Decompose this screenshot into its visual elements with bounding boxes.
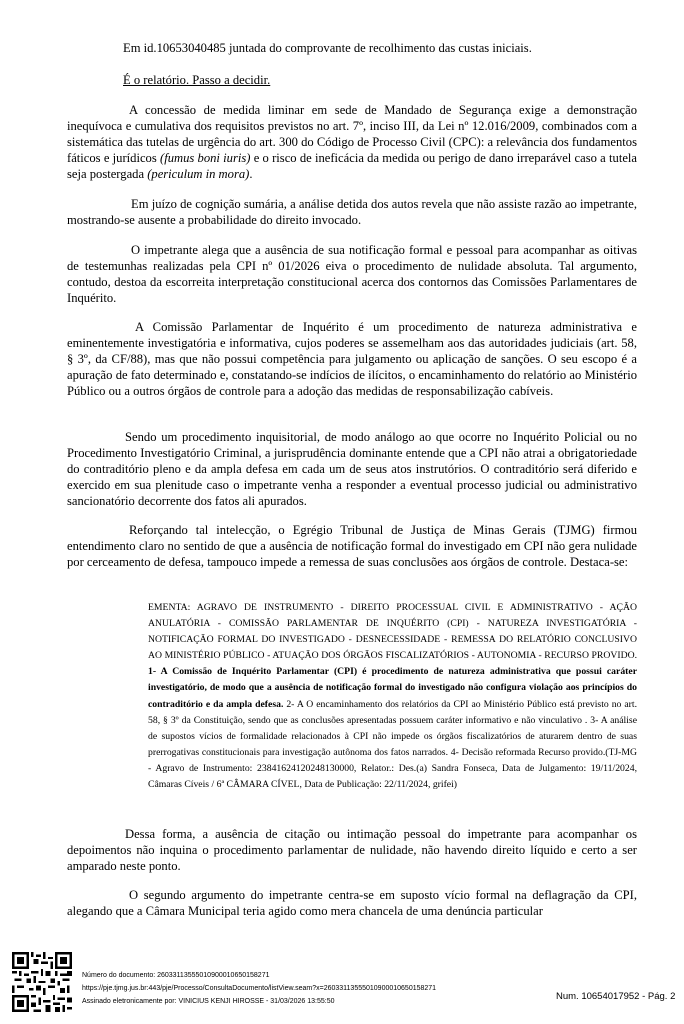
- paragraph-cognicao: Em juízo de cognição sumária, a análise detida dos autos revela que não assiste razão ao impetrante, mostrando-se ausente a probabilidade do direito invocado.: [67, 197, 637, 227]
- footer-document-url[interactable]: https://pje.tjmg.jus.br:443/pje/Processo/ConsultaDocumento/listView.seam?x=26033113555010900010650158271: [82, 985, 437, 992]
- paragraph-relatorio: É o relatório. Passo a decidir.: [123, 73, 271, 87]
- footer-document-number: Número do documento: 26033113555010900010650158271: [82, 972, 270, 979]
- page-number: Num. 10654017952 - Pág. 2: [556, 991, 676, 1002]
- paragraph-custas: Em id.10653040485 juntada do comprovante de recolhimento das custas iniciais.: [123, 41, 532, 55]
- paragraph-segundo-argumento: O segundo argumento do impetrante centra-se em suposto vício formal na deflagração da CPI, alegando que a Câmara Municipal teria agido como mera chancela de uma denúncia particular: [67, 888, 637, 918]
- paragraph-conclusao: Dessa forma, a ausência de citação ou intimação pessoal do impetrante para acompanhar os depoimentos não inquina o procedimento parlamentar de nulidade, não havendo direito líquido e certo a ser amparado neste ponto.: [67, 827, 637, 873]
- ementa-quote: EMENTA: AGRAVO DE INSTRUMENTO - DIREITO PROCESSUAL CIVIL E ADMINISTRATIVO - AÇÃO ANULATÓRIA - COMISSÃO PARLAMENTAR DE INQUÉRITO (CPI) - NATUREZA INVESTIGATÓRIA - NOTIFICAÇÃO FORMAL DO INVESTIGADO - DESNECESSIDADE - REMESSA DO RELATÓRIO CONCLUSIVO AO MINISTÉRIO PÚBLICO - ATUAÇÃO DOS ÓRGÃOS FISCALIZATÓRIOS - AUTONOMIA - RECURSO PROVIDO. 1- A Comissão de Inquérito Parlamentar (CPI) é procedimento de natureza administrativa que possui caráter investigatório, de modo que a ausência de notificação formal do investigado não configura violação aos princípios do contraditório e da ampla defesa. 2- A O encaminhamento dos relatórios da CPI ao Ministério Público está previsto no art. 58, § 3º da Constituição, sendo que as conclusões apresentadas possuem caráter informativo e não vinculativo . 3- A análise de supostos vícios de formalidade relacionados à CPI não impede os órgãos fiscalizatórios de aturarem dentro de suas prerrogativas constitucionais para investigação autônoma dos fatos narrados. 4- Decisão reformada Recurso provido.(TJ-MG - Agravo de Instrumento: 23841624120248130000, Relator.: Des.(a) Sandra Fonseca, Data de Julgamento: 19/11/2024, Câmaras Cíveis / 6ª CÂMARA CÍVEL, Data de Publicação: 22/11/2024, grifei): [148, 602, 637, 791]
- qr-code-icon: [12, 952, 72, 1012]
- paragraph-liminar: A concessão de medida liminar em sede de Mandado de Segurança exige a demonstração inequívoca e cumulativa dos requisitos previstos no art. 7º, inciso III, da Lei nº 12.016/2009, combinados com a sistemática das tutelas de urgência do art. 300 do Código de Processo Civil (CPC): a relevância dos fundamentos fáticos e jurídicos (fumus boni iuris) e o risco de ineficácia da medida ou perigo de dano irreparável caso a tutela seja postergada (periculum in mora).: [67, 103, 637, 181]
- paragraph-cpi-natureza: A Comissão Parlamentar de Inquérito é um procedimento de natureza administrativa e eminentemente investigatória e informativa, cujos poderes se assemelham aos das autoridades judiciais (art. 58, § 3º, da CF/88), mas que não possui competência para julgamento ou aplicação de sanções. O seu escopo é a apuração de fato determinado e, constatando-se indícios de ilícitos, o encaminhamento do relatório ao Ministério Público ou a outros órgãos de controle para a adoção das medidas de responsabilização cabíveis.: [67, 320, 637, 398]
- paragraph-alegacao: O impetrante alega que a ausência de sua notificação formal e pessoal para acompanhar as oitivas de testemunhas realizadas pela CPI nº 01/2026 eiva o procedimento de nulidade absoluta. Tal argumento, contudo, destoa da escorreita interpretação constitucional acerca dos contornos das Comissões Parlamentares de Inquérito.: [67, 243, 637, 305]
- paragraph-tjmg: Reforçando tal intelecção, o Egrégio Tribunal de Justiça de Minas Gerais (TJMG) firmou entendimento claro no sentido de que a ausência de notificação formal do investigado em CPI não gera nulidade por cerceamento de defesa, tampouco impede a remessa de suas conclusões aos órgãos de controle. Destaca-se:: [67, 523, 637, 569]
- paragraph-inquisitorial: Sendo um procedimento inquisitorial, de modo análogo ao que ocorre no Inquérito Policial ou no Procedimento Investigatório Criminal, a jurisprudência dominante entende que a CPI não atrai a obrigatoriedade do contraditório pleno e da ampla defesa em cada um de seus atos instrutórios. O contraditório será diferido e exercido em sua plenitude caso o impetrante venha a responder a eventual processo judicial ou administrativo sancionatório decorrente dos fatos ali apurados.: [67, 430, 637, 508]
- footer-signature: Assinado eletronicamente por: VINICIUS KENJI HIROSSE - 31/03/2026 13:55:50: [82, 998, 335, 1005]
